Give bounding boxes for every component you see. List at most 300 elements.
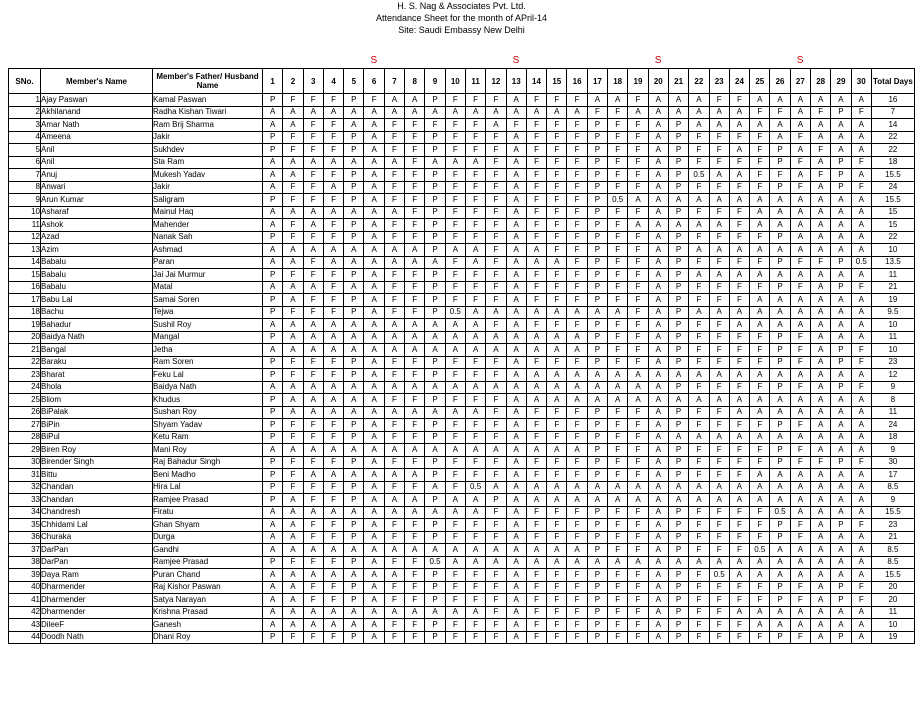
attendance-cell: F [689,444,709,457]
attendance-cell: A [770,194,790,207]
attendance-cell: A [425,444,445,457]
attendance-cell: F [445,581,465,594]
attendance-cell: F [709,631,729,644]
attendance-cell: F [851,181,871,194]
father-name-cell: Firatu [153,506,263,519]
attendance-cell: A [790,219,810,232]
attendance-cell: P [587,181,607,194]
attendance-cell: F [465,269,485,282]
attendance-cell: A [790,319,810,332]
attendance-cell: A [384,331,404,344]
attendance-cell: F [567,319,587,332]
attendance-cell: A [506,506,526,519]
attendance-cell: F [790,444,810,457]
attendance-cell: A [750,619,770,632]
attendance-cell: A [303,244,323,257]
attendance-cell: F [445,269,465,282]
attendance-cell: A [811,231,831,244]
attendance-cell: A [851,544,871,557]
attendance-cell: A [709,169,729,182]
attendance-cell: A [750,244,770,257]
father-name-cell: Raj Bahadur Singh [153,456,263,469]
attendance-cell: A [283,581,303,594]
attendance-cell: A [263,169,283,182]
serial-number-cell: 29 [9,444,41,457]
father-name-cell: Sushan Roy [153,406,263,419]
attendance-cell: A [851,531,871,544]
attendance-cell: F [628,344,648,357]
attendance-cell: P [344,131,364,144]
total-days-cell: 20 [871,594,914,607]
attendance-cell: A [303,406,323,419]
attendance-cell: F [486,319,506,332]
attendance-cell: A [831,619,851,632]
attendance-cell: P [587,319,607,332]
attendance-cell: A [506,469,526,482]
attendance-cell: F [303,231,323,244]
attendance-cell: P [425,131,445,144]
total-days-cell: 24 [871,181,914,194]
attendance-cell: A [364,544,384,557]
table-row [9,181,915,194]
attendance-cell: A [263,344,283,357]
attendance-cell: A [547,369,567,382]
day-header: 7 [384,69,404,94]
father-name-cell: Mukesh Yadav [153,169,263,182]
attendance-cell: P [344,631,364,644]
attendance-cell: F [486,94,506,107]
table-row [9,544,915,557]
serial-number-cell: 32 [9,481,41,494]
attendance-cell: A [567,494,587,507]
attendance-cell: F [628,519,648,532]
member-name-cell: Ameena [41,131,153,144]
attendance-cell: A [323,381,343,394]
attendance-cell: A [506,231,526,244]
attendance-cell: A [506,394,526,407]
attendance-cell: P [425,494,445,507]
attendance-cell: P [668,131,688,144]
attendance-cell: A [811,619,831,632]
attendance-cell: F [750,381,770,394]
attendance-cell: A [364,256,384,269]
attendance-cell: A [364,619,384,632]
attendance-cell: F [729,344,749,357]
attendance-cell: A [790,194,810,207]
attendance-cell: P [587,156,607,169]
attendance-cell: A [323,344,343,357]
attendance-cell: P [770,331,790,344]
attendance-cell: F [547,206,567,219]
attendance-cell: A [851,506,871,519]
attendance-cell: F [608,594,628,607]
attendance-cell: P [668,319,688,332]
attendance-cell: F [628,581,648,594]
attendance-cell: A [384,94,404,107]
attendance-cell: F [283,131,303,144]
attendance-cell: A [364,269,384,282]
attendance-cell: A [506,94,526,107]
father-name-cell: Mangal [153,331,263,344]
attendance-cell: A [465,506,485,519]
serial-number-cell: 14 [9,256,41,269]
table-row [9,556,915,569]
total-days-cell: 12 [871,369,914,382]
attendance-cell: A [344,206,364,219]
attendance-cell: F [405,306,425,319]
attendance-cell: A [364,356,384,369]
attendance-cell: A [750,406,770,419]
attendance-cell: A [689,194,709,207]
attendance-cell: F [465,594,485,607]
attendance-cell: P [770,381,790,394]
attendance-cell: P [344,531,364,544]
attendance-cell: A [811,569,831,582]
attendance-cell: F [608,144,628,157]
attendance-cell: P [263,194,283,207]
member-name-cell: Bangal [41,344,153,357]
table-row [9,194,915,207]
attendance-cell: A [364,294,384,307]
member-name-cell: Chandan [41,494,153,507]
father-name-cell: Saligram [153,194,263,207]
sunday-marker: S [654,55,662,66]
attendance-cell: A [770,619,790,632]
attendance-cell: F [323,519,343,532]
attendance-cell: A [831,306,851,319]
attendance-cell: A [526,544,546,557]
father-name-cell: Krishna Prasad [153,606,263,619]
attendance-cell: F [486,356,506,369]
attendance-cell: F [851,381,871,394]
attendance-cell: A [831,481,851,494]
attendance-cell: F [323,581,343,594]
attendance-cell: 0.5 [851,256,871,269]
attendance-cell: A [811,606,831,619]
attendance-cell: P [425,394,445,407]
attendance-cell: A [263,156,283,169]
attendance-cell: F [729,281,749,294]
attendance-cell: F [445,231,465,244]
father-name-cell: Raj Kishor Paswan [153,581,263,594]
attendance-cell: A [303,506,323,519]
attendance-cell: A [729,556,749,569]
attendance-cell: F [303,181,323,194]
attendance-cell: F [303,131,323,144]
attendance-cell: A [750,306,770,319]
attendance-cell: P [668,206,688,219]
attendance-cell: F [608,356,628,369]
attendance-cell: F [526,281,546,294]
attendance-cell: A [831,319,851,332]
member-name-cell: DileeF [41,619,153,632]
attendance-cell: F [486,131,506,144]
attendance-cell: A [344,281,364,294]
attendance-cell: P [668,306,688,319]
attendance-cell: P [263,631,283,644]
attendance-cell: P [425,594,445,607]
total-days-cell: 10 [871,319,914,332]
attendance-cell: F [323,369,343,382]
attendance-cell: A [283,531,303,544]
attendance-cell: F [526,619,546,632]
attendance-cell: F [526,594,546,607]
attendance-cell: A [750,319,770,332]
serial-number-cell: 22 [9,356,41,369]
attendance-cell: F [709,406,729,419]
day-header: 5 [344,69,364,94]
total-days-cell: 16 [871,94,914,107]
attendance-cell: F [526,131,546,144]
attendance-cell: F [465,419,485,432]
attendance-cell: A [567,344,587,357]
father-name-cell: Kamal Paswan [153,94,263,107]
attendance-cell: A [344,569,364,582]
attendance-cell: A [486,544,506,557]
attendance-cell: F [689,631,709,644]
father-name-cell: Dhani Roy [153,631,263,644]
attendance-cell: A [425,106,445,119]
attendance-cell: F [608,431,628,444]
serial-number-cell: 39 [9,569,41,582]
attendance-cell: A [811,406,831,419]
attendance-cell: F [445,419,465,432]
attendance-cell: A [689,556,709,569]
serial-number-cell: 12 [9,231,41,244]
attendance-cell: A [283,381,303,394]
attendance-cell: A [608,369,628,382]
attendance-cell: F [567,194,587,207]
attendance-cell: A [445,556,465,569]
day-header: 17 [587,69,607,94]
attendance-cell: A [811,294,831,307]
table-row [9,431,915,444]
attendance-cell: A [851,194,871,207]
attendance-cell: A [364,231,384,244]
attendance-cell: F [689,456,709,469]
total-days-cell: 11 [871,606,914,619]
attendance-cell: A [283,594,303,607]
attendance-cell: A [770,369,790,382]
day-header: 18 [608,69,628,94]
attendance-cell: P [425,469,445,482]
father-name-cell: Paran [153,256,263,269]
attendance-cell: F [729,156,749,169]
attendance-cell: F [465,294,485,307]
attendance-cell: P [425,94,445,107]
attendance-cell: A [770,306,790,319]
attendance-cell: P [668,581,688,594]
attendance-cell: P [587,519,607,532]
attendance-cell: F [283,306,303,319]
serial-number-cell: 44 [9,631,41,644]
attendance-cell: A [323,331,343,344]
attendance-cell: F [709,469,729,482]
attendance-cell: F [709,94,729,107]
attendance-cell: F [729,94,749,107]
attendance-cell: F [729,356,749,369]
attendance-cell: P [668,569,688,582]
attendance-cell: A [506,281,526,294]
attendance-cell: A [263,206,283,219]
attendance-cell: F [465,619,485,632]
attendance-cell: A [303,469,323,482]
attendance-cell: A [790,569,810,582]
attendance-cell: P [668,456,688,469]
attendance-cell: A [526,256,546,269]
attendance-cell: P [587,569,607,582]
attendance-cell: F [567,469,587,482]
attendance-cell: P [263,431,283,444]
attendance-cell: F [526,469,546,482]
attendance-cell: A [547,394,567,407]
sunday-marker: S [370,55,378,66]
attendance-cell: F [689,381,709,394]
serial-number-cell: 20 [9,331,41,344]
day-header: 6 [364,69,384,94]
attendance-cell: F [567,94,587,107]
attendance-cell: A [648,144,668,157]
attendance-cell: A [445,494,465,507]
attendance-cell: F [729,294,749,307]
attendance-cell: F [790,181,810,194]
attendance-cell: A [364,144,384,157]
day-header: 26 [770,69,790,94]
attendance-cell: A [384,544,404,557]
sno-header: SNo. [9,69,41,94]
attendance-cell: F [790,381,810,394]
attendance-cell: A [790,406,810,419]
attendance-cell: F [486,181,506,194]
attendance-cell: F [486,281,506,294]
attendance-cell: F [547,244,567,257]
attendance-cell: A [790,431,810,444]
attendance-cell: A [263,219,283,232]
attendance-cell: A [709,219,729,232]
attendance-cell: A [831,131,851,144]
attendance-cell: A [811,581,831,594]
attendance-cell: F [729,206,749,219]
total-days-cell: 15.5 [871,506,914,519]
attendance-cell: P [668,119,688,132]
attendance-cell: F [323,494,343,507]
attendance-cell: A [445,444,465,457]
attendance-cell: P [263,481,283,494]
attendance-cell: A [587,369,607,382]
attendance-cell: P [425,306,445,319]
attendance-cell: P [587,456,607,469]
attendance-cell: F [790,631,810,644]
attendance-cell: A [283,494,303,507]
serial-number-cell: 34 [9,506,41,519]
attendance-cell: A [344,156,364,169]
attendance-cell: F [628,419,648,432]
attendance-cell: F [689,581,709,594]
attendance-cell: A [323,606,343,619]
attendance-cell: A [851,394,871,407]
attendance-cell: A [303,319,323,332]
attendance-cell: F [405,356,425,369]
attendance-cell: F [851,594,871,607]
attendance-cell: A [729,319,749,332]
attendance-cell: P [263,269,283,282]
day-header: 11 [465,69,485,94]
attendance-cell: A [567,381,587,394]
attendance-cell: A [851,444,871,457]
attendance-cell: F [405,194,425,207]
attendance-cell: F [486,219,506,232]
total-days-cell: 24 [871,419,914,432]
attendance-cell: A [709,494,729,507]
attendance-cell: P [668,169,688,182]
attendance-cell: F [750,519,770,532]
attendance-cell: A [790,369,810,382]
attendance-cell: A [526,494,546,507]
day-header: 21 [668,69,688,94]
attendance-cell: F [628,506,648,519]
attendance-cell: F [689,606,709,619]
attendance-cell: A [729,106,749,119]
attendance-cell: P [263,556,283,569]
attendance-cell: F [445,519,465,532]
attendance-cell: A [384,506,404,519]
attendance-cell: A [344,331,364,344]
attendance-cell: F [486,294,506,307]
attendance-cell: F [486,369,506,382]
attendance-cell: A [303,156,323,169]
attendance-cell: A [344,406,364,419]
attendance-cell: A [364,281,384,294]
attendance-cell: A [506,544,526,557]
attendance-cell: A [811,431,831,444]
attendance-cell: A [567,556,587,569]
attendance-cell: F [628,169,648,182]
day-header: 10 [445,69,465,94]
attendance-cell: A [811,494,831,507]
member-name-cell: Chandresh [41,506,153,519]
attendance-cell: F [567,231,587,244]
attendance-cell: F [405,581,425,594]
total-days-cell: 22 [871,131,914,144]
attendance-cell: P [770,231,790,244]
attendance-cell: A [851,481,871,494]
attendance-cell: F [465,456,485,469]
attendance-cell: F [547,581,567,594]
attendance-cell: F [465,119,485,132]
attendance-cell: A [283,169,303,182]
attendance-cell: A [263,444,283,457]
table-row [9,569,915,582]
attendance-cell: F [547,131,567,144]
attendance-cell: P [668,531,688,544]
attendance-cell: F [526,631,546,644]
father-name-cell: Matal [153,281,263,294]
attendance-cell: F [729,231,749,244]
attendance-cell: F [465,531,485,544]
attendance-cell: P [668,344,688,357]
attendance-cell: P [587,219,607,232]
attendance-cell: A [689,431,709,444]
attendance-cell: A [811,194,831,207]
attendance-cell: F [729,331,749,344]
member-name-cell: Anil [41,156,153,169]
attendance-cell: F [526,94,546,107]
attendance-cell: F [628,531,648,544]
attendance-cell: A [648,344,668,357]
attendance-cell: F [486,144,506,157]
attendance-cell: A [526,444,546,457]
attendance-cell: A [263,119,283,132]
